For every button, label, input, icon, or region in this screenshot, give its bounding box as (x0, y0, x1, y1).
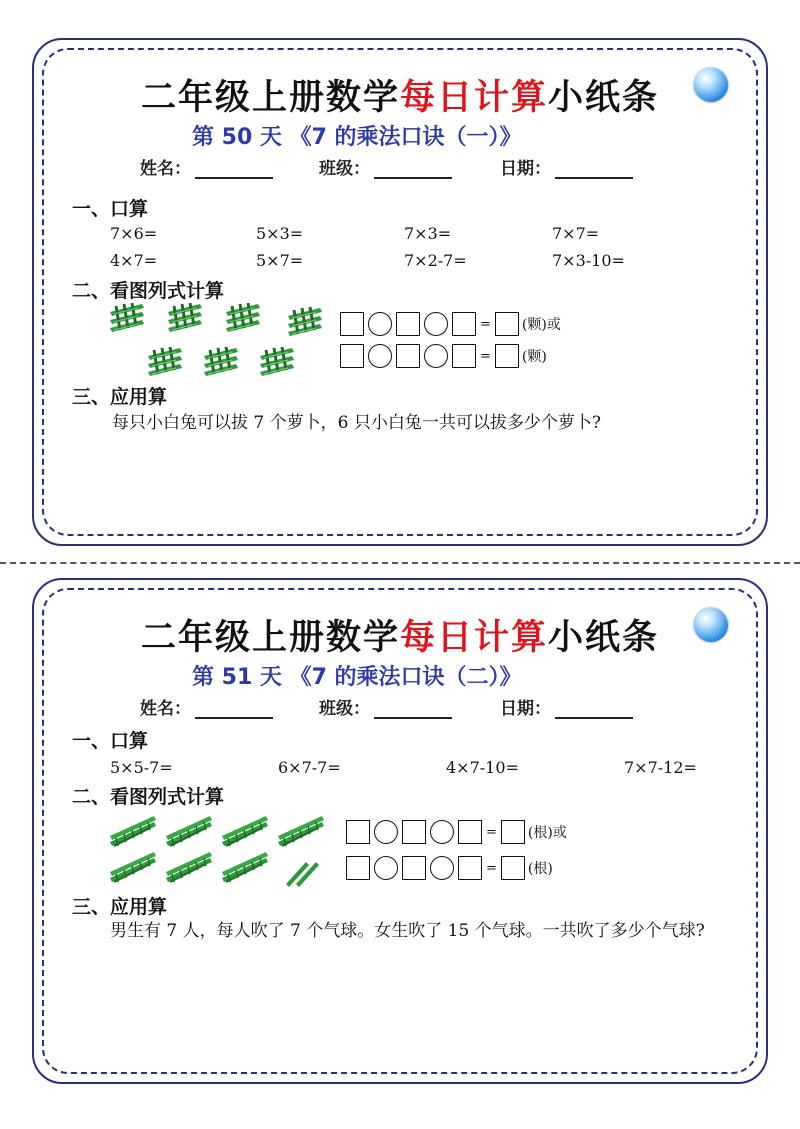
answer-box[interactable] (402, 820, 426, 844)
worksheet-card-day-50 (32, 38, 768, 546)
problem: 7×3= (404, 224, 452, 243)
answer-box[interactable] (501, 856, 525, 880)
grass-bunch-icon (110, 303, 144, 332)
date-field[interactable]: 日期： (500, 694, 633, 719)
section-oral-calc: 一、口算 (72, 730, 149, 752)
answer-box[interactable] (501, 820, 525, 844)
operator-circle[interactable] (424, 344, 448, 368)
blue-sphere-icon (694, 608, 728, 642)
section-word-problem: 三、应用算 (72, 896, 168, 918)
answer-row-2: = (根) (346, 856, 553, 882)
operator-circle[interactable] (374, 856, 398, 880)
answer-box[interactable] (396, 344, 420, 368)
answer-box[interactable] (402, 856, 426, 880)
section-picture-calc: 二、看图列式计算 (72, 280, 225, 302)
class-field[interactable]: 班级： (319, 154, 452, 179)
answer-box[interactable] (340, 344, 364, 368)
word-problem-text: 每只小白兔可以拔 7 个萝卜，6 只小白兔一共可以拔多少个萝卜? (112, 413, 601, 433)
grass-bunch-icon (148, 347, 182, 376)
operator-circle[interactable] (424, 312, 448, 336)
green-stick-bundle-icon (166, 852, 212, 882)
problem: 7×3-10= (552, 251, 625, 270)
answer-box[interactable] (452, 312, 476, 336)
name-field[interactable]: 姓名： (140, 154, 273, 179)
grass-bunch-icon (288, 307, 322, 336)
name-field[interactable]: 姓名： (140, 694, 273, 719)
section-picture-calc: 二、看图列式计算 (72, 786, 225, 808)
operator-circle[interactable] (430, 856, 454, 880)
problem: 7×2-7= (404, 251, 467, 270)
answer-box[interactable] (346, 856, 370, 880)
answer-box[interactable] (346, 820, 370, 844)
blue-sphere-icon (694, 68, 728, 102)
card-title: 二年级上册数学每日计算小纸条 (140, 78, 660, 118)
answer-row-1: = (根)或 (346, 820, 567, 846)
green-stick-bundle-icon (222, 852, 268, 882)
problem: 6×7-7= (278, 758, 341, 777)
green-stick-bundle-icon (110, 852, 156, 882)
date-field[interactable]: 日期： (500, 154, 633, 179)
problem: 7×6= (110, 224, 158, 243)
class-field[interactable]: 班级： (319, 694, 452, 719)
grass-bunch-icon (260, 347, 294, 376)
problem: 5×7= (256, 251, 304, 270)
problem: 5×3= (256, 224, 304, 243)
answer-box[interactable] (396, 312, 420, 336)
grass-bunch-icon (226, 303, 260, 332)
operator-circle[interactable] (368, 344, 392, 368)
answer-box[interactable] (452, 344, 476, 368)
operator-circle[interactable] (368, 312, 392, 336)
card-subtitle: 第 51 天 《7 的乘法口诀（二）》 (192, 665, 522, 690)
word-problem-text: 男生有 7 人，每人吹了 7 个气球。女生吹了 15 个气球。一共吹了多少个气球? (110, 921, 705, 941)
problem: 5×5-7= (110, 758, 173, 777)
green-stick-bundle-icon (166, 816, 212, 846)
problem: 4×7-10= (446, 758, 519, 777)
cut-line-divider (0, 562, 800, 564)
answer-row-2: = (颗) (340, 344, 547, 370)
problem: 7×7= (552, 224, 600, 243)
section-word-problem: 三、应用算 (72, 386, 168, 408)
card-title: 二年级上册数学每日计算小纸条 (140, 618, 660, 658)
green-stick-bundle-icon (278, 816, 324, 846)
problem: 4×7= (110, 251, 158, 270)
operator-circle[interactable] (430, 820, 454, 844)
card-subtitle: 第 50 天 《7 的乘法口诀（一）》 (192, 125, 522, 150)
worksheet-card-day-51 (32, 578, 768, 1084)
answer-box[interactable] (458, 856, 482, 880)
grass-bunch-icon (204, 347, 238, 376)
green-stick-pair-icon (286, 862, 319, 887)
answer-row-1: = (颗)或 (340, 312, 561, 338)
answer-box[interactable] (458, 820, 482, 844)
grass-bunch-icon (168, 303, 202, 332)
section-oral-calc: 一、口算 (72, 198, 149, 220)
stick-picture (110, 816, 340, 888)
answer-box[interactable] (495, 312, 519, 336)
answer-box[interactable] (340, 312, 364, 336)
leaf-picture (108, 302, 334, 382)
operator-circle[interactable] (374, 820, 398, 844)
problem: 7×7-12= (624, 758, 697, 777)
green-stick-bundle-icon (110, 816, 156, 846)
answer-box[interactable] (495, 344, 519, 368)
green-stick-bundle-icon (222, 816, 268, 846)
